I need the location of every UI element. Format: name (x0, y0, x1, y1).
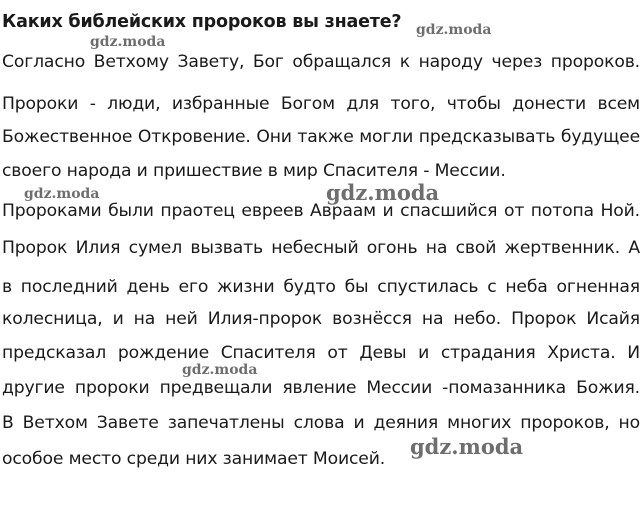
watermark: gdz.moda (182, 362, 258, 378)
text-line: другие пророки предвещали явление Мессии -помазанника Божия. (2, 378, 640, 398)
watermark: gdz.moda (90, 34, 166, 50)
text-line: Согласно Ветхому Завету, Бог обращался к народу через пророков. (2, 52, 640, 72)
text-line: Пророки - люди, избранные Богом для того, чтобы донести всем (2, 94, 640, 114)
text-line: Божественное Откровение. Они также могли предсказывать будущее (2, 127, 640, 147)
question-heading: Каких библейских пророков вы знаете? (2, 12, 402, 32)
text-line: Пророк Илия сумел вызвать небесный огонь на свой жертвенник. А (2, 238, 640, 258)
text-line: особое место среди них занимает Моисей. (2, 449, 386, 469)
watermark: gdz.moda (24, 186, 100, 202)
text-line: колесница, и на ней Илия-пророк вознёсся на небо. Пророк Исайя (2, 309, 640, 329)
watermark: gdz.moda (416, 22, 492, 38)
watermark: gdz.moda (326, 180, 440, 205)
text-line: Пророками были праотец евреев Авраам и спасшийся от потопа Ной. (2, 201, 640, 221)
text-line: предсказал рождение Спасителя от Девы и страдания Христа. И (2, 343, 640, 363)
text-line: своего народа и пришествие в мир Спасителя - Мессии. (2, 161, 506, 181)
watermark: gdz.moda (410, 434, 524, 459)
text-line: в последний день его жизни будто бы спустилась с неба огненная (2, 277, 640, 297)
text-line: В Ветхом Завете запечатлены слова и деяния многих пророков, но (2, 413, 640, 433)
